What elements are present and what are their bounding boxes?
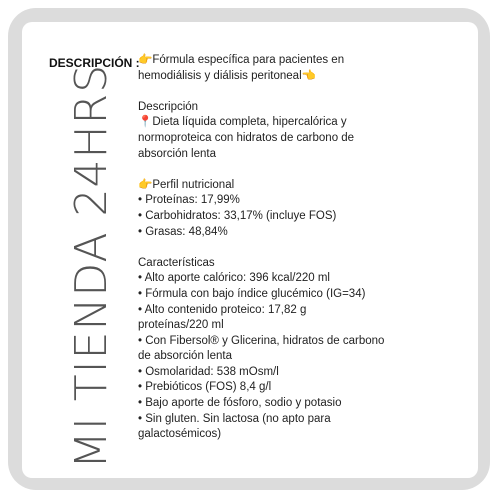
list-item: • Carbohidratos: 33,17% (incluye FOS) bbox=[138, 209, 337, 222]
list-item: • Alto aporte calórico: 396 kcal/220 ml bbox=[138, 272, 330, 285]
list-item: • Prebióticos (FOS) 8,4 g/l bbox=[138, 381, 272, 394]
perfil-heading: 👉Perfil nutricional bbox=[138, 178, 235, 191]
vertical-watermark bbox=[52, 63, 132, 469]
pointing-hand-icon: 👉 bbox=[138, 54, 153, 66]
intro-line-1: 👉Fórmula específica para pacientes en bbox=[138, 54, 345, 66]
list-item: • Bajo aporte de fósforo, sodio y potasio bbox=[138, 397, 342, 410]
list-item: • Osmolaridad: 538 mOsm/l bbox=[138, 365, 279, 378]
pointing-hand-icon: 👈 bbox=[301, 69, 316, 82]
caracteristicas-heading: Características bbox=[138, 256, 215, 269]
description-content bbox=[138, 53, 388, 443]
list-item: • Proteínas: 17,99% bbox=[138, 194, 240, 207]
list-item: • Fórmula con bajo índice glucémico (IG=34) bbox=[138, 287, 366, 300]
description-label: DESCRIPCIÓN : bbox=[49, 56, 140, 70]
list-item: • Con Fibersol® y Glicerina, hidratos de carbono bbox=[138, 334, 385, 347]
descripcion-line-3: absorción lenta bbox=[138, 147, 216, 160]
descripcion-line-2: normoproteica con hidratos de carbono de bbox=[138, 131, 355, 144]
pointing-hand-icon: 👉 bbox=[138, 178, 153, 191]
watermark-text: MI TIENDA 24HRS bbox=[66, 63, 118, 469]
list-item: proteínas/220 ml bbox=[138, 319, 224, 332]
list-item: galactosémicos) bbox=[138, 428, 222, 441]
intro-line-2: hemodiálisis y diálisis peritoneal👈 bbox=[138, 69, 316, 82]
descripcion-line-1: 📍Dieta líquida completa, hipercalórica y bbox=[138, 116, 347, 129]
list-item: • Sin gluten. Sin lactosa (no apto para bbox=[138, 412, 331, 425]
descripcion-heading: Descripción bbox=[138, 100, 199, 113]
list-item: • Grasas: 48,84% bbox=[138, 225, 228, 238]
list-item: de absorción lenta bbox=[138, 350, 232, 363]
round-pushpin-icon: 📍 bbox=[138, 116, 153, 129]
list-item: • Alto contenido proteico: 17,82 g bbox=[138, 303, 307, 316]
